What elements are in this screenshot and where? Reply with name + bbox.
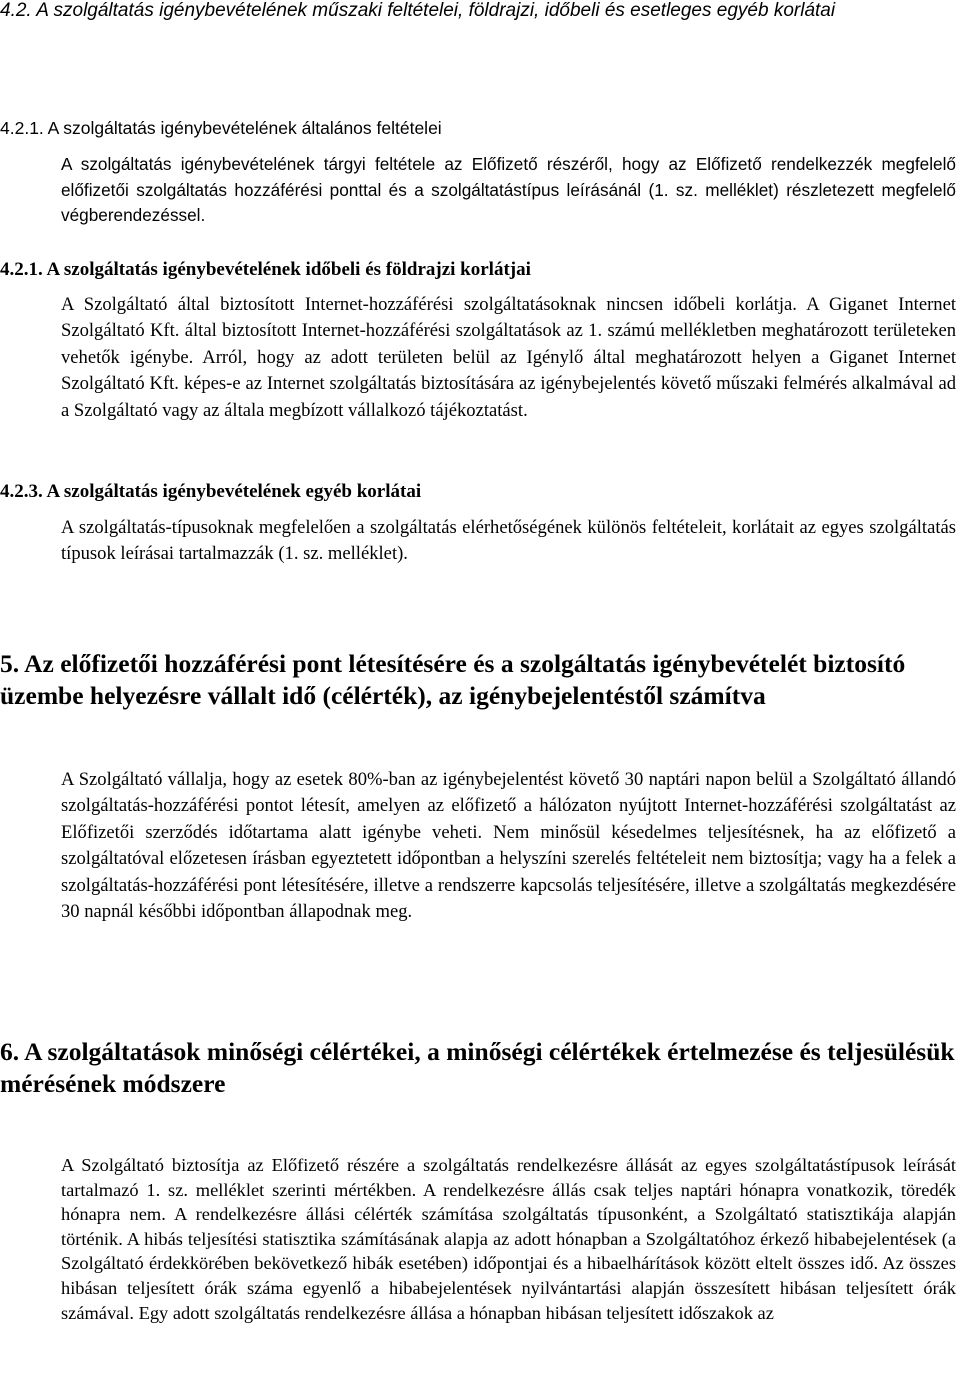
subsection-heading: 4.2.3. A szolgáltatás igénybevételének egyéb korlátai <box>0 481 422 502</box>
section-4-2-1-limits <box>0 258 955 282</box>
section-4-2-3-body <box>61 515 956 568</box>
section-6-body <box>61 1153 956 1325</box>
paragraph: A Szolgáltató biztosítja az Előfizető részére a szolgáltatás rendelkezésre állását az egyes szolgáltatástípusok leírását tartalmazó 1. sz. melléklet szerinti mértékben. A rendelkezésre állás csak teljes naptári hónapra vonatkozik, töredék hónapra nem. A rendelkezésre állási célérték számítása szolgáltatás típusonként, a Szolgáltató statisztikája alapján történik. A hibás teljesítési statisztika számításának alapja az adott hónapban a Szolgáltatóhoz érkező hibabejelentések (a Szolgáltató érdekkörében bekövetkező hibák esetében) időpontjai és a hibaelhárítások között eltelt összes idő. Az összes hibásan teljesített órák száma egyenlő a hibabejelentések nyilvántartási alapján összesített hibásan teljesített órák számával. Egy adott szolgáltatás rendelkezésre állása a hónapban hibásan teljesített időszakok az <box>61 1155 956 1323</box>
section-heading: 4.2. A szolgáltatás igénybevételének műszaki feltételei, földrajzi, időbeli és esetleges egyéb korlátai <box>0 0 836 21</box>
paragraph: A szolgáltatás igénybevételének tárgyi feltétele az Előfizető részéről, hogy az Előfizető rendelkezzék megfelelő előfizetői szolgáltatás hozzáférési ponttal és a szolgáltatástípus leírásánál (1. sz. melléklet) részletezett megfelelő végberendezéssel. <box>61 154 956 225</box>
section-4-2 <box>0 0 955 24</box>
section-6 <box>0 1036 955 1100</box>
subsection-heading: 4.2.1. A szolgáltatás igénybevételének időbeli és földrajzi korlátjai <box>0 259 531 280</box>
section-5 <box>0 648 955 712</box>
section-4-2-1-general-body <box>61 152 956 229</box>
paragraph: A Szolgáltató vállalja, hogy az esetek 80%-ban az igénybejelentést követő 30 naptári napon belül a Szolgáltató állandó szolgáltatás-hozzáférési pontot létesít, amelyen az előfizető a hálózaton nyújtott Internet-hozzáférési szolgáltatást az Előfizetői szerződés időtartama alatt igénybe veheti. Nem minősül késedelmes teljesítésnek, ha az előfizető a szolgáltatóval előzetesen írásban egyeztetett időpontban a helyszíni szerelés feltételeit nem biztosítja; vagy ha a felek a szolgáltatás-hozzáférési pont létesítésére, illetve a rendszerre kapcsolás teljesítésére, illetve a szolgáltatás megkezdésére 30 napnál későbbi időpontban állapodnak meg. <box>61 769 956 923</box>
paragraph: A Szolgáltató által biztosított Internet-hozzáférési szolgáltatásoknak nincsen időbeli korlátja. A Giganet Internet Szolgáltató Kft. által biztosított Internet-hozzáférési szolgáltatások az 1. számú mellékletben meghatározott területeken vehetők igénybe. Arról, hogy az adott területen belül az Igénylő által meghatározott helyen a Giganet Internet Szolgáltató Kft. képes-e az Internet szolgáltatás biztosítására az igénybejelentés követő műszaki felmérés alkalmával ad a Szolgáltató vagy az általa megbízott vállalkozó tájékoztatást. <box>61 294 956 421</box>
section-4-2-1-general <box>0 116 955 140</box>
subsection-heading: 4.2.1. A szolgáltatás igénybevételének általános feltételei <box>0 118 442 138</box>
section-4-2-1-limits-body <box>61 292 956 424</box>
section-5-body <box>61 767 956 925</box>
section-4-2-3 <box>0 480 955 504</box>
section-heading: 6. A szolgáltatások minőségi célértékei, a minőségi célértékek értelmezése és teljesülésük mérésének módszere <box>0 1037 955 1098</box>
section-heading: 5. Az előfizetői hozzáférési pont létesítésére és a szolgáltatás igénybevételét biztosító üzembe helyezésre vállalt idő (célérték), az igénybejelentéstől számítva <box>0 649 906 710</box>
paragraph: A szolgáltatás-típusoknak megfelelően a szolgáltatás elérhetőségének különös feltételeit, korlátait az egyes szolgáltatás típusok leírásai tartalmazzák (1. sz. melléklet). <box>61 517 956 565</box>
